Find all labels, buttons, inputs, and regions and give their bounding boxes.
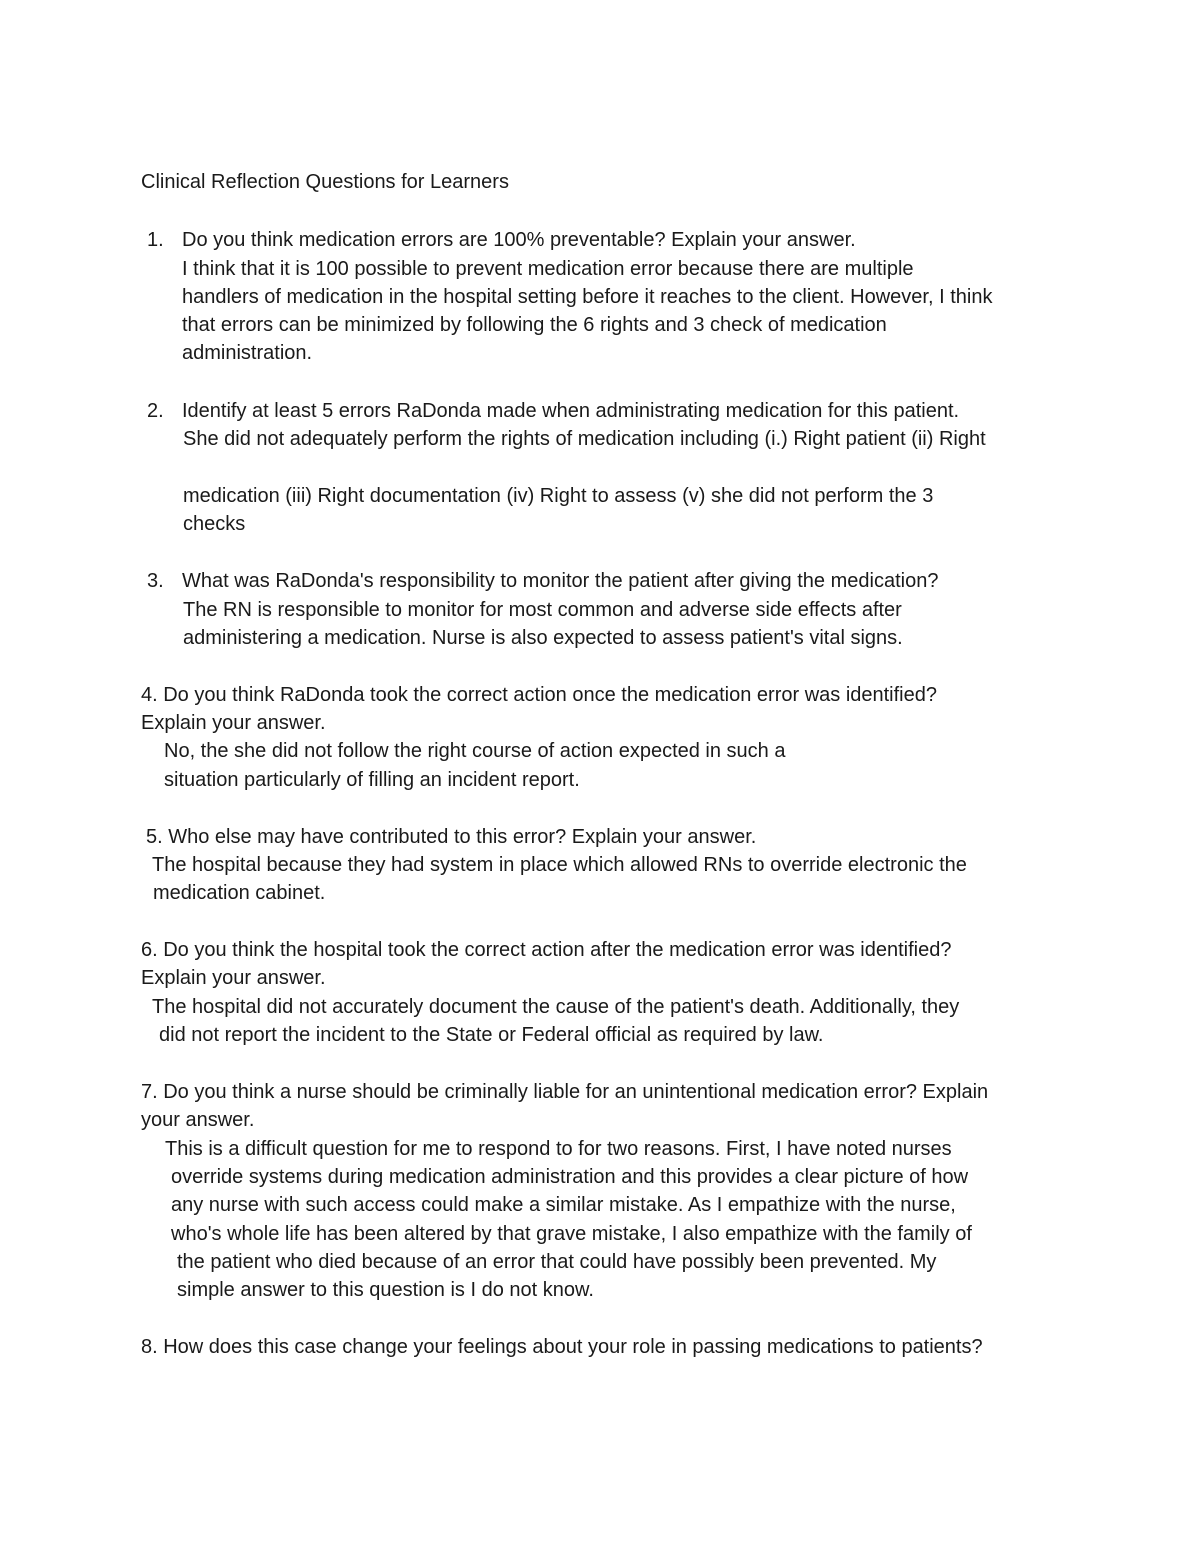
q3-answer-line: administering a medication. Nurse is also expected to assess patient's vital signs. xyxy=(183,627,903,649)
q2-question: Identify at least 5 errors RaDonda made when administrating medication for this patient. xyxy=(182,400,960,422)
q4-answer-line: situation particularly of filling an incident report. xyxy=(164,769,580,791)
q5-answer-line: The hospital because they had system in place which allowed RNs to override electronic the xyxy=(152,854,967,876)
q7-question-line: 7. Do you think a nurse should be criminally liable for an unintentional medication error? Explain xyxy=(141,1081,989,1103)
q3-number: 3. xyxy=(147,570,164,592)
q1-answer-line: administration. xyxy=(182,342,313,364)
q7-question-line: your answer. xyxy=(141,1109,255,1131)
q7-answer-line: the patient who died because of an error that could have possibly been prevented. My xyxy=(177,1251,937,1273)
q4-question-line: 4. Do you think RaDonda took the correct action once the medication error was identified? xyxy=(141,684,937,706)
q7-answer-line: simple answer to this question is I do not know. xyxy=(177,1279,594,1301)
q5-question: 5. Who else may have contributed to this error? Explain your answer. xyxy=(146,826,757,848)
q4-answer-line: No, the she did not follow the right course of action expected in such a xyxy=(164,740,786,762)
document-title: Clinical Reflection Questions for Learners xyxy=(141,171,509,193)
q5-answer-line: medication cabinet. xyxy=(153,882,326,904)
q8-question: 8. How does this case change your feelings about your role in passing medications to patients? xyxy=(141,1336,983,1358)
q6-question-line: Explain your answer. xyxy=(141,967,326,989)
q2-answer-line: medication (iii) Right documentation (iv) Right to assess (v) she did not perform the 3 xyxy=(183,485,934,507)
q7-answer-line: override systems during medication administration and this provides a clear picture of how xyxy=(171,1166,969,1188)
q1-number: 1. xyxy=(147,229,164,251)
q1-question: Do you think medication errors are 100% preventable? Explain your answer. xyxy=(182,229,856,251)
q6-question-line: 6. Do you think the hospital took the correct action after the medication error was identified? xyxy=(141,939,952,961)
q6-answer-line: The hospital did not accurately document the cause of the patient's death. Additionally, they xyxy=(152,996,960,1018)
q7-answer-line: This is a difficult question for me to respond to for two reasons. First, I have noted nurses xyxy=(165,1138,952,1160)
q2-answer-line: She did not adequately perform the rights of medication including (i.) Right patient (ii) Right xyxy=(183,428,986,450)
q4-question-line: Explain your answer. xyxy=(141,712,326,734)
q6-answer-line: did not report the incident to the State or Federal official as required by law. xyxy=(159,1024,824,1046)
q1-answer-line: I think that it is 100 possible to prevent medication error because there are multiple xyxy=(182,258,914,280)
q2-answer-line: checks xyxy=(183,513,246,535)
q3-question: What was RaDonda's responsibility to monitor the patient after giving the medication? xyxy=(182,570,939,592)
q7-answer-line: any nurse with such access could make a similar mistake. As I empathize with the nurse, xyxy=(171,1194,956,1216)
q3-answer-line: The RN is responsible to monitor for most common and adverse side effects after xyxy=(183,599,902,621)
q7-answer-line: who's whole life has been altered by that grave mistake, I also empathize with the family of xyxy=(171,1223,972,1245)
q1-answer-line: handlers of medication in the hospital setting before it reaches to the client. However, I think xyxy=(182,286,993,308)
q2-number: 2. xyxy=(147,400,164,422)
q1-answer-line: that errors can be minimized by following the 6 rights and 3 check of medication xyxy=(182,314,887,336)
